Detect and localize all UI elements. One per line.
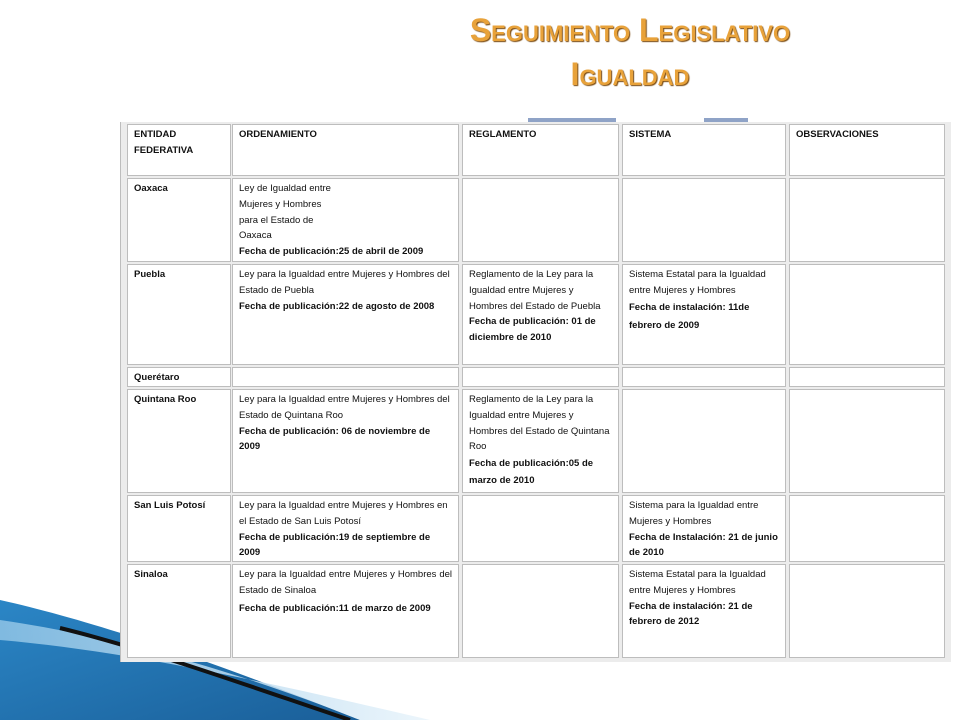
slide-title-line1: Seguimiento Legislativo: [469, 12, 791, 48]
row-reglamento: [462, 264, 619, 365]
fecha-publicacion: Fecha de publicación: 06 de noviembre de 2009: [239, 425, 431, 453]
legislative-table: [120, 122, 951, 662]
header-entidad: ENTIDAD FEDERATIVA: [127, 124, 231, 176]
row-entidad: Querétaro: [127, 367, 231, 387]
row-observaciones: [789, 564, 945, 658]
row-reglamento: [462, 564, 619, 658]
header-ordenamiento: ORDENAMIENTO: [232, 124, 459, 176]
fecha-publicacion: Fecha de publicación:19 de septiembre de 2009: [239, 531, 431, 559]
ordenamiento-line: Ley de Igualdad entre: [239, 183, 331, 194]
header-observaciones: OBSERVACIONES: [789, 124, 945, 176]
fecha-publicacion: Fecha de publicación:05 de marzo de 2010: [469, 458, 594, 487]
row-ordenamiento: [232, 389, 459, 493]
row-reglamento: [462, 495, 619, 562]
row-sistema: [622, 178, 786, 262]
reglamento-text: Reglamento de la Ley para la Igualdad entre Mujeres y Hombres del Estado de Puebla: [469, 269, 601, 312]
fecha-publicacion: Fecha de publicación: 01 de diciembre de 2010: [469, 316, 596, 344]
row-sistema: [622, 495, 786, 562]
ordenamiento-line: para el Estado de: [239, 214, 314, 226]
ordenamiento-text: Ley para la Igualdad entre Mujeres y Hombres del Estado de Quintana Roo: [239, 394, 450, 421]
ordenamiento-line: Mujeres y Hombres: [239, 198, 322, 210]
row-reglamento: [462, 389, 619, 493]
fecha-publicacion: Fecha de publicación:25 de abril de 2009: [239, 246, 424, 258]
row-ordenamiento: [232, 264, 459, 365]
row-entidad: San Luis Potosí: [127, 495, 231, 562]
fecha-publicacion: Fecha de publicación:11 de marzo de 2009: [239, 602, 431, 614]
row-observaciones: [789, 264, 945, 365]
row-entidad: Oaxaca: [127, 178, 231, 262]
header-sistema: SISTEMA: [622, 124, 786, 176]
sistema-text: Sistema para la Igualdad entre Mujeres y Hombres: [629, 500, 759, 527]
fecha-instalacion: Fecha de instalación: 11de febrero de 2009: [629, 301, 750, 331]
row-ordenamiento: [232, 564, 459, 658]
reglamento-text: Reglamento de la Ley para la Igualdad entre Mujeres y Hombres del Estado de Quintana Roo: [469, 394, 610, 453]
fecha-instalacion: Fecha de instalación: 21 de febrero de 2012: [629, 600, 753, 628]
row-entidad: Puebla: [127, 264, 231, 365]
row-observaciones: [789, 367, 945, 387]
ordenamiento-text: Ley para la Igualdad entre Mujeres y Hombres en el Estado de San Luis Potosí: [239, 500, 448, 527]
row-observaciones: [789, 389, 945, 493]
ordenamiento-text: Ley para la Igualdad entre Mujeres y Hombres del Estado de Puebla: [239, 269, 450, 296]
row-ordenamiento: [232, 495, 459, 562]
slide-title-line2: Igualdad: [570, 56, 690, 92]
sistema-text: Sistema Estatal para la Igualdad entre Mujeres y Hombres: [629, 269, 766, 296]
row-sistema: [622, 564, 786, 658]
row-ordenamiento: [232, 367, 459, 387]
row-sistema: [622, 389, 786, 493]
sistema-text: Sistema Estatal para la Igualdad entre Mujeres y Hombres: [629, 569, 766, 596]
row-entidad: Quintana Roo: [127, 389, 231, 493]
row-observaciones: [789, 495, 945, 562]
row-entidad: Sinaloa: [127, 564, 231, 658]
row-reglamento: [462, 178, 619, 262]
row-reglamento: [462, 367, 619, 387]
row-observaciones: [789, 178, 945, 262]
ordenamiento-line: Oaxaca: [239, 230, 272, 242]
row-ordenamiento: [232, 178, 459, 262]
fecha-publicacion: Fecha de publicación:22 de agosto de 2008: [239, 300, 435, 312]
row-sistema: [622, 367, 786, 387]
fecha-instalacion: Fecha de Instalación: 21 de junio de 2010: [629, 531, 778, 559]
row-sistema: [622, 264, 786, 365]
ordenamiento-text: Ley para la Igualdad entre Mujeres y Hombres del Estado de Sinaloa: [239, 569, 452, 596]
header-reglamento: REGLAMENTO: [462, 124, 619, 176]
